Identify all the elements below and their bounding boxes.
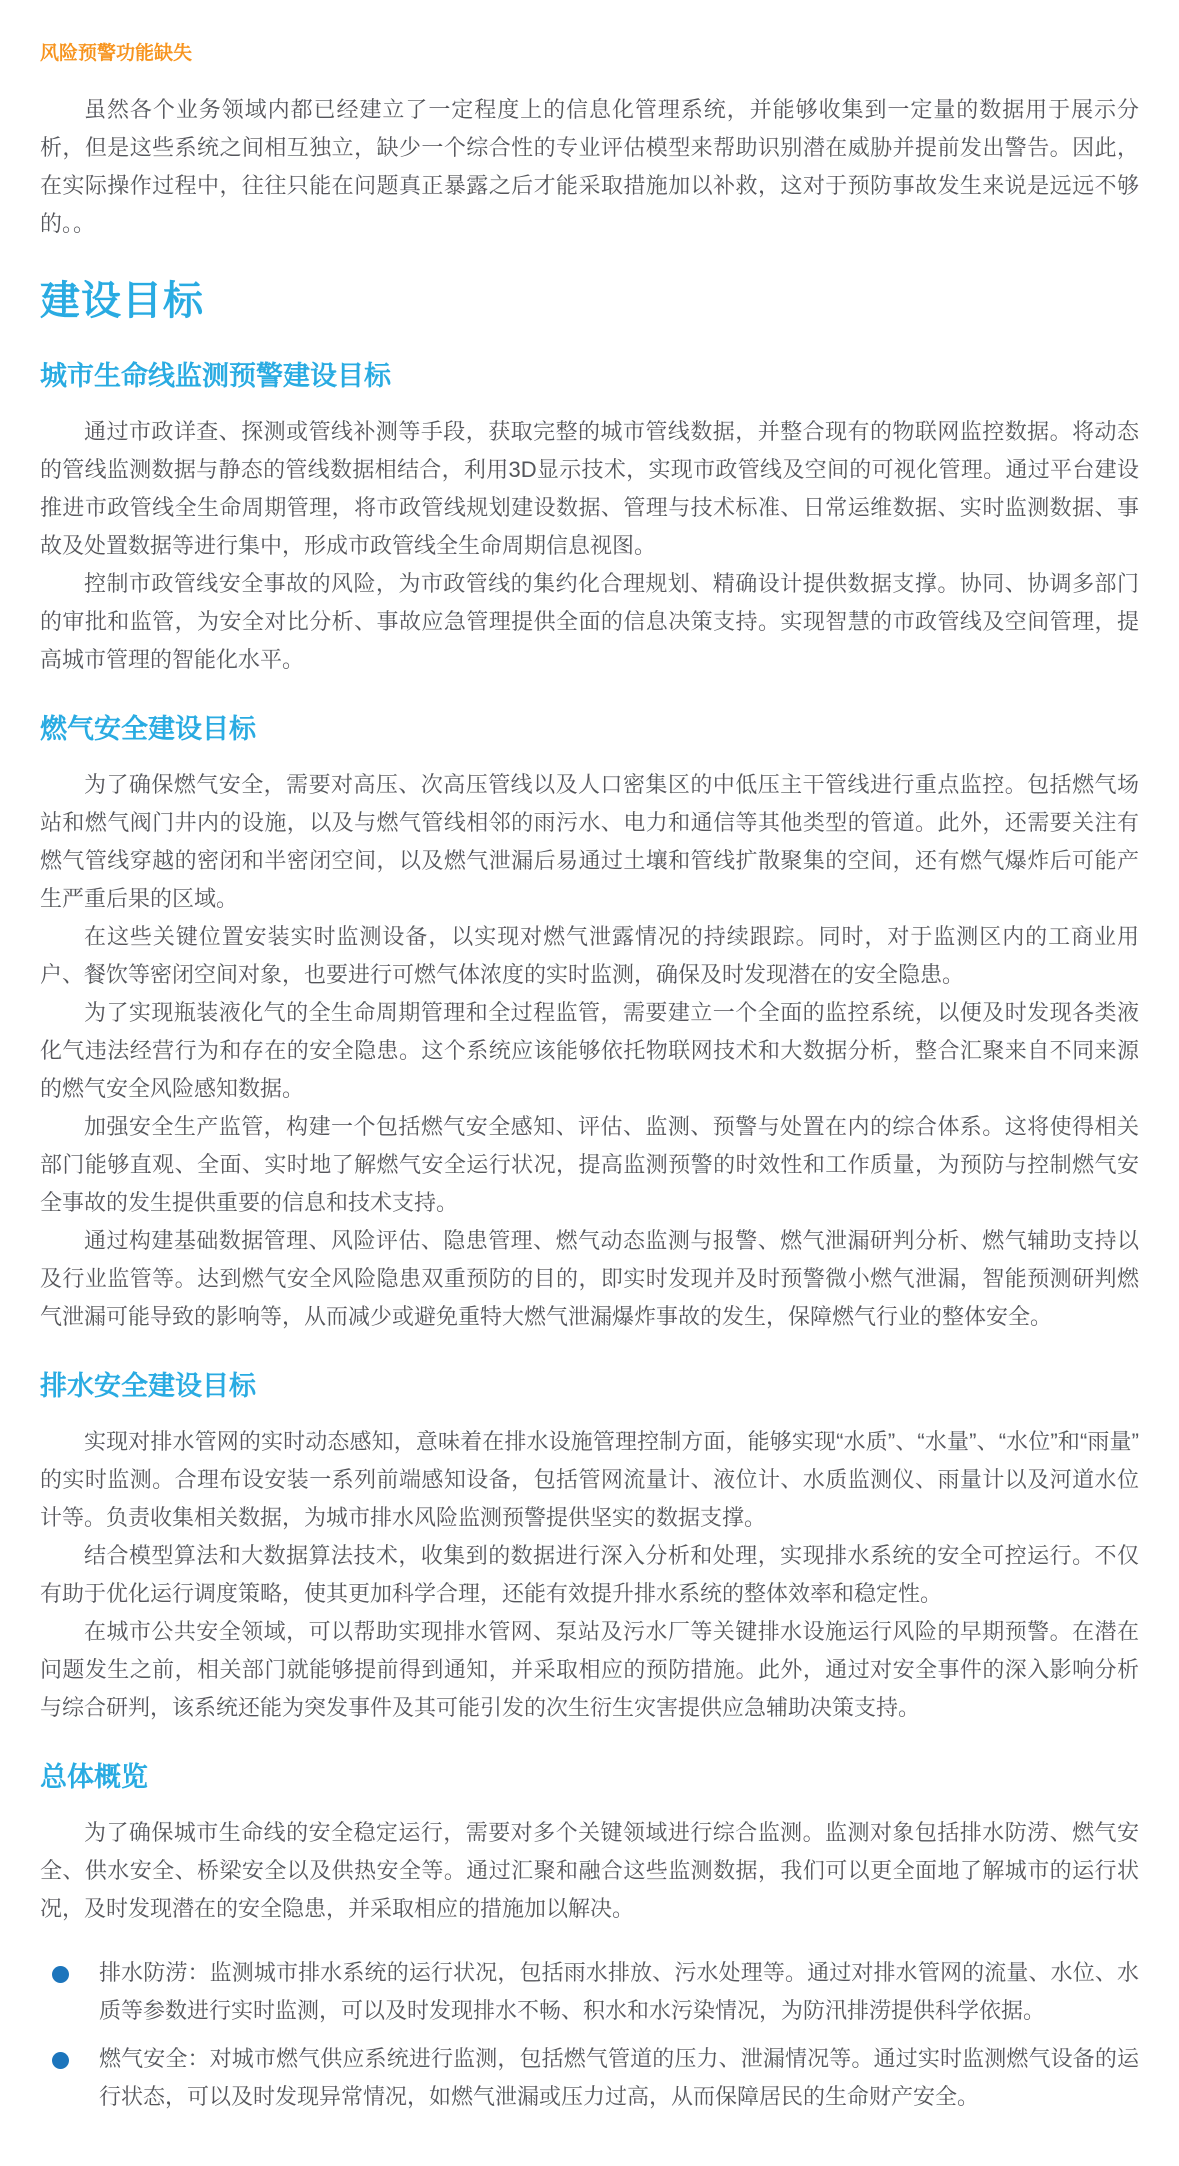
paragraph: 实现对排水管网的实时动态感知，意味着在排水设施管理控制方面，能够实现“水质”、“水量”、“水位”和“雨量”的实时监测。合理布设安装一系列前端感知设备，包括管网流量计、液位计、水质监测仪、雨量计以及河道水位计等。负责收集相关数据，为城市排水风险监测预警提供坚实的数据支撑。 — [40, 1429, 1139, 1530]
paragraph: 在这些关键位置安装实时监测设备，以实现对燃气泄露情况的持续跟踪。同时，对于监测区内的工商业用户、餐饮等密闭空间对象，也要进行可燃气体浓度的实时监测，确保及时发现潜在的安全隐患。 — [40, 924, 1139, 987]
paragraph: 为了确保城市生命线的安全稳定运行，需要对多个关键领域进行综合监测。监测对象包括排水防涝、燃气安全、供水安全、桥梁安全以及供热安全等。通过汇聚和融合这些监测数据，我们可以更全面地了解城市的运行状况，及时发现潜在的安全隐患，并采取相应的措施加以解决。 — [40, 1820, 1139, 1921]
document-page — [40, 38, 1139, 2116]
section-heading-overview: 总体概览 — [40, 1762, 148, 1792]
section-heading-gas-safety: 燃气安全建设目标 — [40, 714, 256, 744]
page-title: 建设目标 — [40, 279, 204, 323]
section-overview — [40, 1755, 1139, 2116]
intro-paragraph: 虽然各个业务领域内都已经建立了一定程度上的信息化管理系统，并能够收集到一定量的数据用于展示分析，但是这些系统之间相互独立，缺少一个综合性的专业评估模型来帮助识别潜在威胁并提前发出警告。因此，在实际操作过程中，往往只能在问题真正暴露之后才能采取措施加以补救，这对于预防事故发生来说是远远不够的。。 — [40, 97, 1139, 236]
list-item-drainage — [40, 1954, 1139, 2030]
bullet-text: 排水防涝：监测城市排水系统的运行状况，包括雨水排放、污水处理等。通过对排水管网的流量、水位、水质等参数进行实时监测，可以及时发现排水不畅、积水和水污染情况，为防汛排涝提供科学依据。 — [99, 1960, 1139, 2023]
section-heading-drainage-safety: 排水安全建设目标 — [40, 1371, 256, 1401]
paragraph: 通过市政详查、探测或管线补测等手段，获取完整的城市管线数据，并整合现有的物联网监控数据。将动态的管线监测数据与静态的管线数据相结合，利用3D显示技术，实现市政管线及空间的可视化管理。通过平台建设推进市政管线全生命周期管理，将市政管线规划建设数据、管理与技术标准、日常运维数据、实时监测数据、事故及处置数据等进行集中，形成市政管线全生命周期信息视图。 — [40, 419, 1139, 558]
paragraph: 为了确保燃气安全，需要对高压、次高压管线以及人口密集区的中低压主干管线进行重点监控。包括燃气场站和燃气阀门井内的设施，以及与燃气管线相邻的雨污水、电力和通信等其他类型的管道。此外，还需要关注有燃气管线穿越的密闭和半密闭空间，以及燃气泄漏后易通过土壤和管线扩散聚集的空间，还有燃气爆炸后可能产生严重后果的区域。 — [40, 772, 1139, 911]
paragraph: 为了实现瓶装液化气的全生命周期管理和全过程监管，需要建立一个全面的监控系统，以便及时发现各类液化气违法经营行为和存在的安全隐患。这个系统应该能够依托物联网技术和大数据分析，整合汇聚来自不同来源的燃气安全风险感知数据。 — [40, 1000, 1139, 1101]
section-city-lifeline — [40, 354, 1139, 679]
paragraph: 通过构建基础数据管理、风险评估、隐患管理、燃气动态监测与报警、燃气泄漏研判分析、燃气辅助支持以及行业监管等。达到燃气安全风险隐患双重预防的目的，即实时发现并及时预警微小燃气泄漏，智能预测研判燃气泄漏可能导致的影响等，从而减少或避免重特大燃气泄漏爆炸事故的发生，保障燃气行业的整体安全。 — [40, 1228, 1139, 1329]
risk-warning-missing-heading: 风险预警功能缺失 — [40, 43, 193, 64]
paragraph: 加强安全生产监管，构建一个包括燃气安全感知、评估、监测、预警与处置在内的综合体系。这将使得相关部门能够直观、全面、实时地了解燃气安全运行状况，提高监测预警的时效性和工作质量，为预防与控制燃气安全事故的发生提供重要的信息和技术支持。 — [40, 1114, 1139, 1215]
list-item-gas — [40, 2040, 1139, 2116]
paragraph: 结合模型算法和大数据算法技术，收集到的数据进行深入分析和处理，实现排水系统的安全可控运行。不仅有助于优化运行调度策略，使其更加科学合理，还能有效提升排水系统的整体效率和稳定性。 — [40, 1543, 1139, 1606]
bullet-dot-icon — [52, 1966, 69, 1983]
section-drainage-safety — [40, 1364, 1139, 1727]
bullet-text: 燃气安全：对城市燃气供应系统进行监测，包括燃气管道的压力、泄漏情况等。通过实时监测燃气设备的运行状态，可以及时发现异常情况，如燃气泄漏或压力过高，从而保障居民的生命财产安全。 — [99, 2046, 1139, 2109]
paragraph: 在城市公共安全领域，可以帮助实现排水管网、泵站及污水厂等关键排水设施运行风险的早期预警。在潜在问题发生之前，相关部门就能够提前得到通知，并采取相应的预防措施。此外，通过对安全事件的深入影响分析与综合研判，该系统还能为突发事件及其可能引发的次生衍生灾害提供应急辅助决策支持。 — [40, 1619, 1139, 1720]
section-heading-city-lifeline: 城市生命线监测预警建设目标 — [40, 361, 391, 391]
section-gas-safety — [40, 707, 1139, 1336]
paragraph: 控制市政管线安全事故的风险，为市政管线的集约化合理规划、精确设计提供数据支撑。协同、协调多部门的审批和监管，为安全对比分析、事故应急管理提供全面的信息决策支持。实现智慧的市政管线及空间管理，提高城市管理的智能化水平。 — [40, 571, 1139, 672]
bullet-dot-icon — [52, 2052, 69, 2069]
bullet-list — [40, 1954, 1139, 2116]
